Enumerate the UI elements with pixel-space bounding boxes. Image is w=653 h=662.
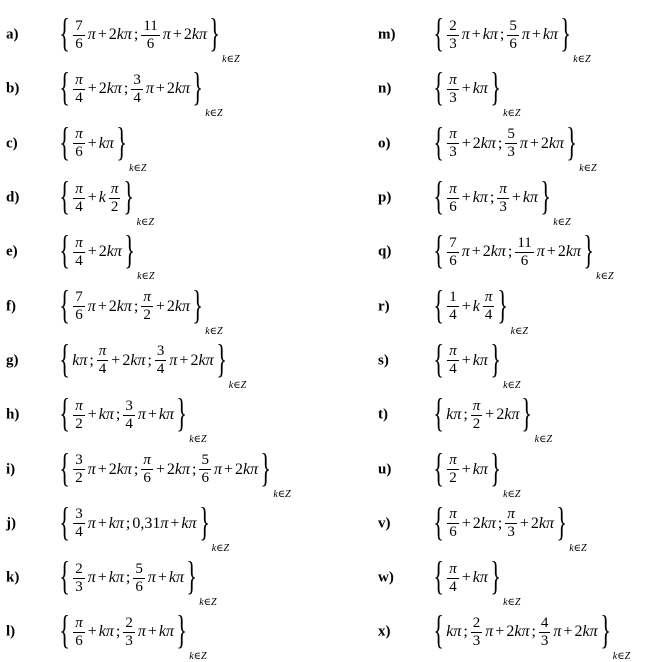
solution-set-expression: { $\frac{3}{2}$ π + 2kπ ; $\frac{\pi}{6}$ + 2kπ ; $\frac{5}{6}$ π + 2kπ } k∈Z — [59, 444, 291, 500]
index-set-subscript: k∈Z — [199, 597, 217, 609]
solution-set-expression: { $\frac{\pi}{3}$ + 2kπ ; $\frac{5}{3}$ π + 2kπ } k∈Z — [433, 118, 597, 174]
answer-item — [378, 62, 648, 120]
answer-item — [6, 279, 336, 337]
answer-label: q) — [378, 243, 392, 260]
answer-label: s) — [378, 352, 389, 369]
answer-label: h) — [6, 406, 20, 423]
answer-label: n) — [378, 80, 392, 97]
answers-left-column — [6, 8, 336, 660]
answers-right-column — [378, 8, 648, 660]
answer-item — [6, 605, 336, 662]
index-set-subscript: k∈Z — [129, 162, 147, 174]
answer-item — [6, 225, 336, 283]
index-set-subscript: k∈Z — [136, 217, 154, 229]
answer-label: e) — [6, 243, 18, 260]
answer-item — [378, 388, 648, 446]
answer-item — [378, 551, 648, 609]
answer-item — [378, 225, 648, 283]
answer-item — [378, 497, 648, 554]
index-set-subscript: k∈Z — [573, 54, 591, 66]
answer-item — [378, 334, 648, 391]
answer-label: t) — [378, 406, 388, 423]
answer-label: c) — [6, 135, 18, 152]
answer-label: b) — [6, 80, 20, 97]
answer-item — [378, 8, 648, 66]
answer-item — [6, 388, 336, 446]
solution-set-expression: { $\frac{2}{3}$ π + kπ ; $\frac{5}{6}$ π + kπ } k∈Z — [59, 553, 217, 609]
answer-item — [6, 497, 336, 554]
solution-set-expression: { $\frac{\pi}{4}$ + kπ } k∈Z — [433, 553, 521, 609]
solution-set-expression: { $\frac{7}{6}$ π + 2kπ ; $\frac{11}{6}$ π + 2kπ } k∈Z — [433, 227, 614, 283]
index-set-subscript: k∈Z — [503, 597, 521, 609]
answer-item — [6, 117, 336, 174]
answer-item — [6, 171, 336, 229]
answer-item — [6, 442, 336, 500]
solution-set-expression: { kπ ; $\frac{2}{3}$ π + 2kπ ; $\frac{4}{3}$ π + 2kπ } k∈Z — [433, 607, 631, 662]
solution-set-expression: { kπ ; $\frac{\pi}{4}$ + 2kπ ; $\frac{3}{4}$ π + 2kπ } k∈Z — [59, 335, 247, 391]
solution-set-expression: { $\frac{\pi}{6}$ + kπ ; $\frac{\pi}{3}$ + kπ } k∈Z — [433, 173, 571, 229]
solution-set-expression: { $\frac{\pi}{6}$ + kπ ; $\frac{2}{3}$ π + kπ } k∈Z — [59, 607, 207, 662]
answer-item — [378, 442, 648, 500]
answer-item — [378, 605, 648, 662]
answer-label: d) — [6, 189, 20, 206]
index-set-subscript: k∈Z — [503, 488, 521, 500]
answer-label: m) — [378, 26, 396, 43]
index-set-subscript: k∈Z — [503, 379, 521, 391]
index-set-subscript: k∈Z — [228, 379, 247, 391]
answer-label: r) — [378, 298, 390, 315]
index-set-subscript: k∈Z — [569, 542, 587, 554]
answer-label: p) — [378, 189, 392, 206]
index-set-subscript: k∈Z — [222, 54, 240, 66]
index-set-subscript: k∈Z — [612, 651, 631, 662]
answer-item — [6, 334, 336, 391]
solution-set-expression: { $\frac{2}{3}$ π + kπ ; $\frac{5}{6}$ π + kπ } k∈Z — [433, 10, 591, 66]
index-set-subscript: k∈Z — [596, 271, 614, 283]
answer-item — [378, 171, 648, 229]
index-set-subscript: k∈Z — [579, 162, 597, 174]
answer-label: l) — [6, 623, 16, 640]
answer-item — [378, 117, 648, 174]
solution-set-expression: { $\frac{\pi}{4}$ + k $\frac{\pi}{2}$ } k∈Z — [59, 173, 154, 229]
solution-set-expression: { $\frac{\pi}{4}$ + kπ } k∈Z — [433, 335, 521, 391]
answer-label: g) — [6, 352, 19, 369]
answer-item — [6, 62, 336, 120]
index-set-subscript: k∈Z — [137, 271, 155, 283]
index-set-subscript: k∈Z — [205, 325, 223, 337]
solution-set-expression: { $\frac{\pi}{4}$ + 2kπ ; $\frac{3}{4}$ π + 2kπ } k∈Z — [59, 64, 223, 120]
solution-set-expression: { $\frac{\pi}{6}$ + kπ } k∈Z — [59, 118, 147, 174]
index-set-subscript: k∈Z — [189, 434, 207, 446]
answer-label: j) — [6, 515, 16, 532]
answer-label: i) — [6, 461, 16, 478]
solution-set-expression: { kπ ; $\frac{\pi}{2}$ + 2kπ } k∈Z — [433, 390, 553, 446]
answer-label: k) — [6, 569, 20, 586]
solution-set-expression: { $\frac{\pi}{4}$ + 2kπ } k∈Z — [59, 227, 155, 283]
solution-set-expression: { $\frac{\pi}{3}$ + kπ } k∈Z — [433, 64, 521, 120]
solution-set-expression: { $\frac{\pi}{2}$ + kπ } k∈Z — [433, 444, 521, 500]
index-set-subscript: k∈Z — [534, 434, 553, 446]
answer-item — [378, 279, 648, 337]
solution-set-expression: { $\frac{\pi}{2}$ + kπ ; $\frac{3}{4}$ π + kπ } k∈Z — [59, 390, 207, 446]
solution-set-expression: { $\frac{7}{6}$ π + 2kπ ; $\frac{\pi}{2}$ + 2kπ } k∈Z — [59, 281, 223, 337]
solution-set-expression: { $\frac{1}{4}$ + k $\frac{\pi}{4}$ } k∈Z — [433, 281, 528, 337]
index-set-subscript: k∈Z — [510, 325, 528, 337]
index-set-subscript: k∈Z — [211, 542, 230, 554]
solution-set-expression: { $\frac{3}{4}$ π + kπ ; 0,31π + kπ } k∈Z — [59, 498, 230, 554]
answer-label: v) — [378, 515, 391, 532]
answer-label: w) — [378, 569, 394, 586]
index-set-subscript: k∈Z — [273, 488, 291, 500]
answer-label: x) — [378, 623, 391, 640]
index-set-subscript: k∈Z — [189, 651, 207, 662]
answer-label: f) — [6, 298, 16, 315]
index-set-subscript: k∈Z — [205, 108, 223, 120]
index-set-subscript: k∈Z — [553, 217, 571, 229]
solution-set-expression: { $\frac{\pi}{6}$ + 2kπ ; $\frac{\pi}{3}$ + 2kπ } k∈Z — [433, 498, 587, 554]
answer-item — [6, 551, 336, 609]
answer-label: u) — [378, 461, 392, 478]
answer-label: o) — [378, 135, 391, 152]
index-set-subscript: k∈Z — [503, 108, 521, 120]
solution-set-expression: { $\frac{7}{6}$ π + 2kπ ; $\frac{11}{6}$ π + 2kπ } k∈Z — [59, 10, 240, 66]
answer-label: a) — [6, 26, 19, 43]
answer-item — [6, 8, 336, 66]
